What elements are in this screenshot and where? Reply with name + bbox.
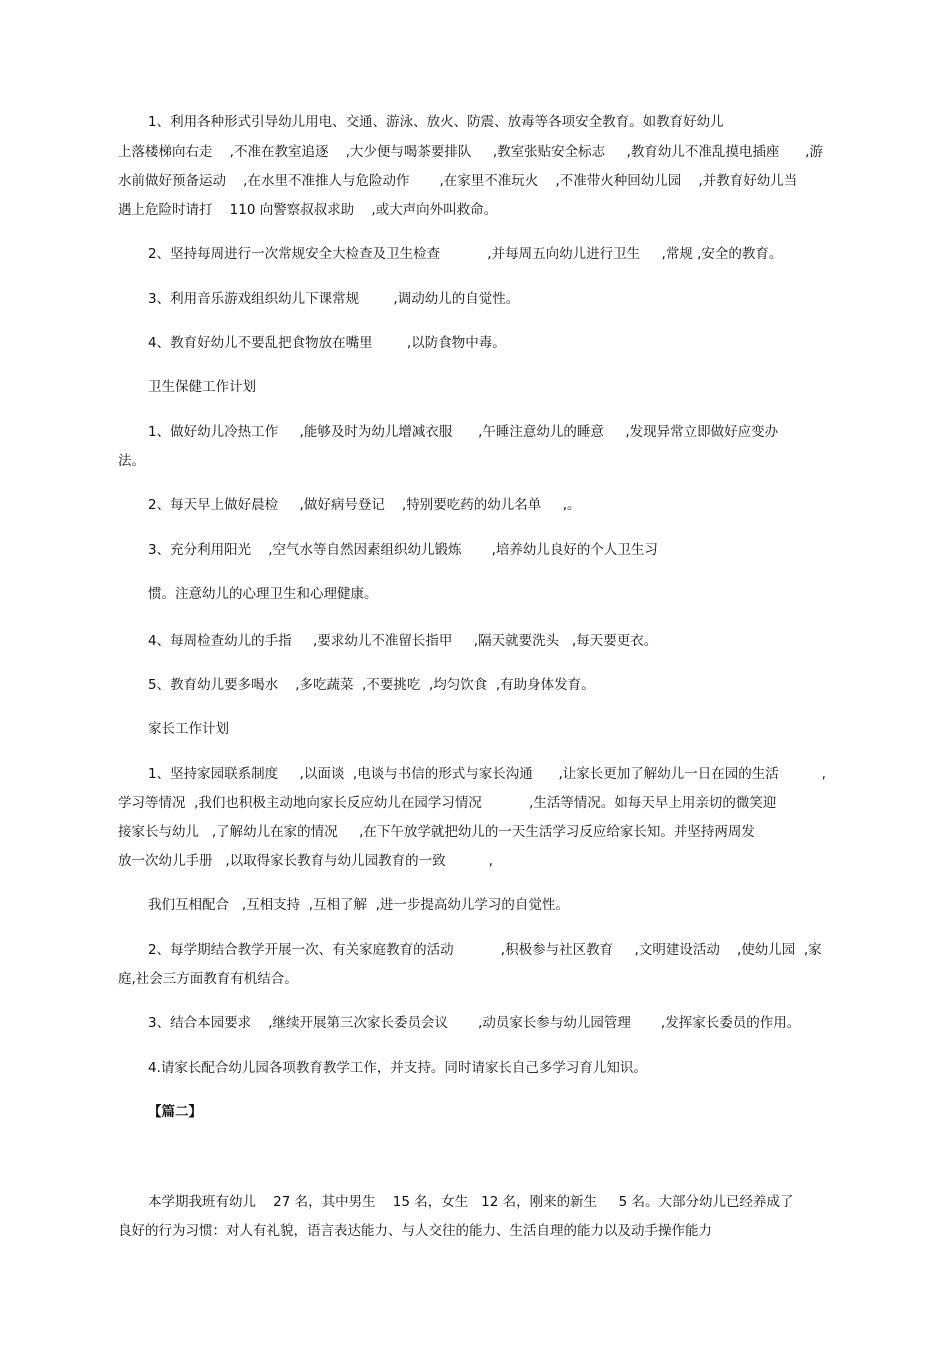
health-item-3-line-1: 3、充分利用阳光 ,空气水等自然因素组织幼儿锻炼 ,培养幼儿良好的个人卫生习 (148, 542, 658, 558)
health-item-2: 2、每天早上做好晨检 ,做好病号登记 ,特别要吃药的幼儿名单 ,。 (148, 497, 581, 513)
section-2-title: 【篇二】 (148, 1104, 202, 1120)
safety-item-1-line-1: 1、利用各种形式引导幼儿用电、交通、游泳、放火、防震、放毒等各项安全教育。如教育好幼儿 (148, 114, 724, 130)
parents-item-4: 4.请家长配合幼儿园各项教育教学工作，并支持。同时请家长自己多学习育儿知识。 (148, 1060, 647, 1076)
section-2-paragraph-line-1: 本学期我班有幼儿 27 名，其中男生 15 名，女生 12 名，刚来的新生 5 名。大部分幼儿已经养成了 (148, 1194, 794, 1210)
parents-item-3: 3、结合本园要求 ,继续开展第三次家长委员会议 ,动员家长参与幼儿园管理 ,发挥家长委员的作用。 (148, 1015, 801, 1031)
parents-item-1-line-1: 1、坚持家园联系制度 ,以面谈 ,电谈与书信的形式与家长沟通 ,让家长更加了解幼儿一日在园的生活 , (148, 766, 826, 782)
parents-heading: 家长工作计划 (148, 721, 229, 737)
safety-item-4: 4、教育好幼儿不要乱把食物放在嘴里 ,以防食物中毒。 (148, 335, 506, 351)
health-item-3-line-2: 惯。注意幼儿的心理卫生和心理健康。 (148, 586, 378, 602)
safety-item-1-line-2: 上落楼梯向右走 ,不准在教室追逐 ,大少便与喝茶要排队 ,教室张贴安全标志 ,教育幼儿不准乱摸电插座 ,游 (118, 144, 823, 160)
safety-item-3: 3、利用音乐游戏组织幼儿下课常规 ,调动幼儿的自觉性。 (148, 291, 520, 307)
parents-item-1-line-4: 放一次幼儿手册 ,以取得家长教育与幼儿园教育的一致 , (118, 853, 493, 869)
parents-item-1-line-3: 接家长与幼儿 ,了解幼儿在家的情况 ,在下午放学就把幼儿的一天生活学习反应给家长知。并坚持两周发 (118, 824, 755, 840)
safety-item-1-line-3: 水前做好预备运动 ,在水里不准推人与危险动作 ,在家里不准玩火 ,不准带火种回幼儿园 ,并教育好幼儿当 (118, 173, 798, 189)
parents-item-1-continuation: 我们互相配合 ,互相支持 ,互相了解 ,进一步提高幼儿学习的自觉性。 (148, 897, 569, 913)
health-item-4: 4、每周检查幼儿的手指 ,要求幼儿不准留长指甲 ,隔天就要洗头 ,每天要更衣。 (148, 633, 658, 649)
parents-item-2-line-1: 2、每学期结合教学开展一次、有关家庭教育的活动 ,积极参与社区教育 ,文明建设活动 ,使幼儿园 ,家 (148, 942, 822, 958)
parents-item-1-line-2: 学习等情况 ,我们也积极主动地向家长反应幼儿在园学习情况 ,生活等情况。如每天早上用亲切的微笑迎 (118, 795, 777, 811)
section-2-paragraph-line-2: 良好的行为习惯：对人有礼貌，语言表达能力、与人交往的能力、生活自理的能力以及动手操作能力 (118, 1223, 712, 1239)
safety-item-1-line-4: 遇上危险时请打 110 向警察叔叔求助 ,或大声向外叫救命。 (118, 202, 498, 218)
safety-item-2: 2、坚持每周进行一次常规安全大检查及卫生检查 ,并每周五向幼儿进行卫生 ,常规 ,安全的教育。 (148, 246, 783, 262)
health-item-1-line-1: 1、做好幼儿冷热工作 ,能够及时为幼儿增减衣服 ,午睡注意幼儿的睡意 ,发现异常立即做好应变办 (148, 424, 779, 440)
health-heading: 卫生保健工作计划 (148, 379, 256, 395)
health-item-1-line-2: 法。 (118, 453, 145, 469)
parents-item-2-line-2: 庭,社会三方面教育有机结合。 (118, 971, 298, 987)
health-item-5: 5、教育幼儿要多喝水 ,多吃蔬菜 ,不要挑吃 ,均匀饮食 ,有助身体发育。 (148, 677, 595, 693)
